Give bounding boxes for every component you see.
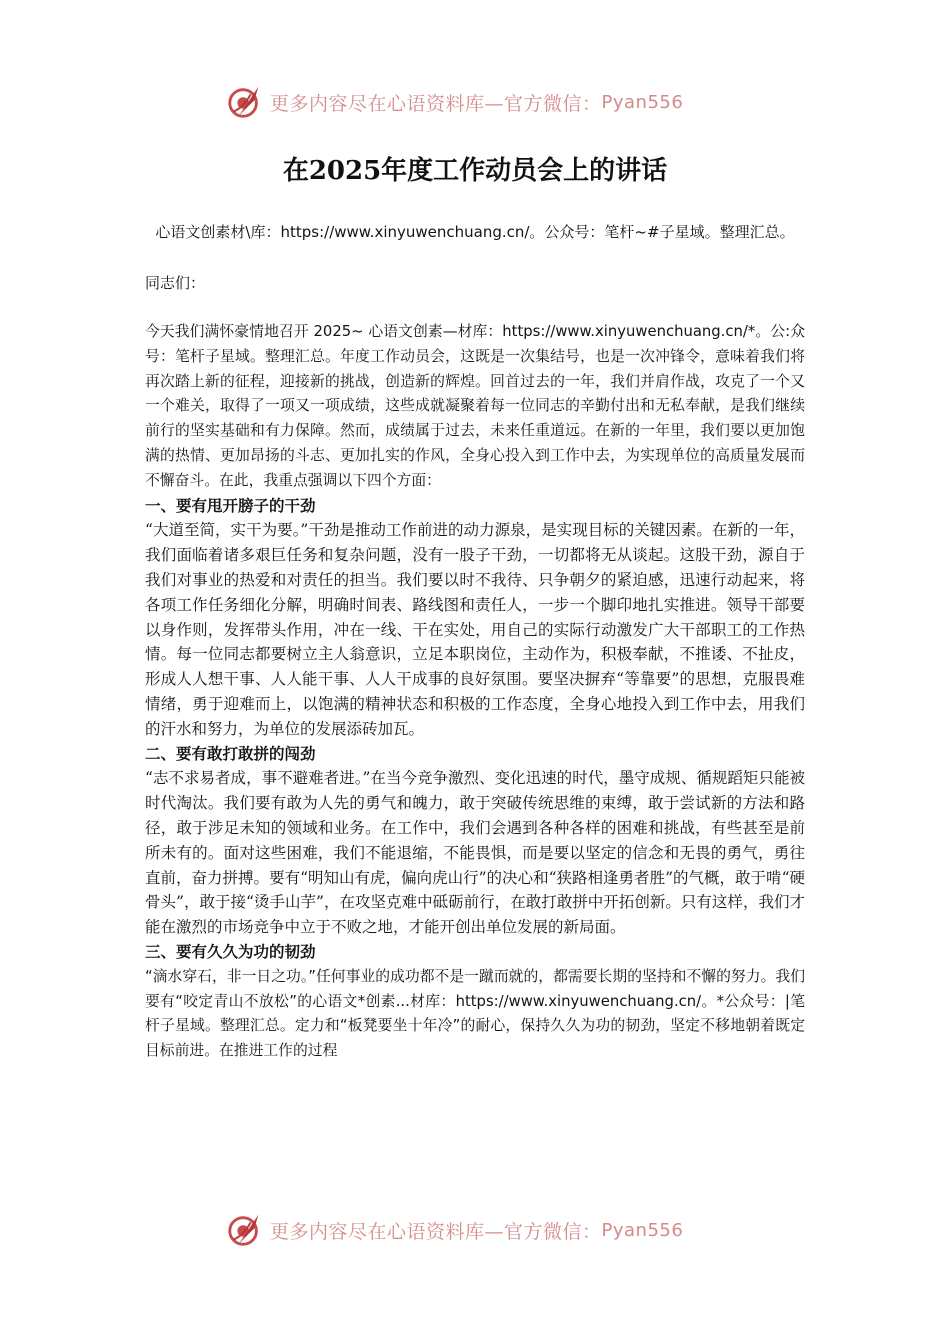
- section-heading-1: 一、要有甩开膀子的干劲: [145, 496, 316, 515]
- page-title: 在2025年度工作动员会上的讲话: [282, 156, 668, 186]
- header-watermark: [226, 80, 746, 124]
- watermark-wechat: Pyan556: [601, 1219, 684, 1241]
- section-heading-3: 三、要有久久为功的韧劲: [145, 942, 316, 961]
- section-heading-2: 二、要有敢打敢拼的闯劲: [145, 744, 316, 763]
- quill-logo-icon: [226, 83, 264, 121]
- watermark-text: 更多内容尽在心语资料库—官方微信：: [270, 1220, 602, 1243]
- greeting: 同志们：: [145, 274, 206, 292]
- quill-logo-icon: [226, 1211, 264, 1249]
- watermark-wechat: Pyan556: [601, 91, 684, 113]
- intro-paragraph: 今天我们满怀豪情地召开 2025~ 心语文创素—材库：https://www.xinyuwenchuang.cn/*。公:众号：笔杆子星域。整理汇总。年度工作动员会，这既是一次集结号，也是一次冲锋令，意味着我们将再次踏上新的征程，迎接新的挑战，创造新的辉煌。回首过去的一年，我们并肩作战，攻克了一个又一个难关，取得了一项又一项成绩，这些成就凝聚着每一位同志的辛勤付出和无私奉献，是我们继续前行的坚实基础和有力保障。然而，成绩属于过去，未来任重道远。在新的一年里，我们要以更加饱满的热情、更加昂扬的斗志、更加扎实的作风，全身心投入到工作中去，为实现单位的高质量发展而不懈奋斗。在此，我重点强调以下四个方面：: [145, 323, 805, 489]
- document-body: [145, 320, 805, 1064]
- footer-watermark: [226, 1208, 746, 1252]
- section-body-2: “志不求易者成，事不避难者进。”在当今竞争激烈、变化迅速的时代，墨守成规、循规蹈矩只能被时代淘汰。我们要有敢为人先的勇气和魄力，敢于突破传统思维的束缚，敢于尝试新的方法和路径，敢于涉足未知的领域和业务。在工作中，我们会遇到各种各样的困难和挑战，有些甚至是前所未有的。面对这些困难，我们不能退缩，不能畏惧，而是要以坚定的信念和无畏的勇气，勇往直前，奋力拼搏。要有“明知山有虎，偏向虎山行”的决心和“狭路相逢勇者胜”的气概，敢于啃“硬骨头”，敢于接“烫手山芋”，在攻坚克难中砥砺前行，在敢打敢拼中开拓创新。只有这样，我们才能在激烈的市场竞争中立于不败之地，才能开创出单位发展的新局面。: [145, 769, 805, 937]
- watermark-text: 更多内容尽在心语资料库—官方微信：: [270, 92, 602, 115]
- section-body-1: “大道至简，实干为要。”干劲是推动工作前进的动力源泉，是实现目标的关键因素。在新的一年，我们面临着诸多艰巨任务和复杂问题，没有一股子干劲，一切都将无从谈起。这股干劲，源自于我们对事业的热爱和对责任的担当。我们要以时不我待、只争朝夕的紧迫感，迅速行动起来，将各项工作任务细化分解，明确时间表、路线图和责任人，一步一个脚印地扎实推进。领导干部要以身作则，发挥带头作用，冲在一线、干在实处，用自己的实际行动激发广大干部职工的工作热情。每一位同志都要树立主人翁意识，立足本职岗位，主动作为，积极奉献，不推诿、不扯皮，形成人人想干事、人人能干事、人人干成事的良好氛围。要坚决摒弃“等靠要”的思想，克服畏难情绪，勇于迎难而上，以饱满的精神状态和积极的工作态度，全身心地投入到工作中去，用我们的汗水和努力，为单位的发展添砖加瓦。: [145, 521, 805, 738]
- source-line: 心语文创素材\库：https://www.xinyuwenchuang.cn/。公众号：笔杆~#子星域。整理汇总。: [155, 223, 795, 241]
- section-body-3: “滴水穿石，非一日之功。”任何事业的成功都不是一蹴而就的，都需要长期的坚持和不懈的努力。我们要有“咬定青山不放松”的心语文*创素...材库：https://www.xinyuwenchuang.cn/。*公众号：|笔杆子星域。整理汇总。定力和“板凳要坐十年冷”的耐心，保持久久为功的韧劲，坚定不移地朝着既定目标前进。在推进工作的过程: [145, 967, 805, 1060]
